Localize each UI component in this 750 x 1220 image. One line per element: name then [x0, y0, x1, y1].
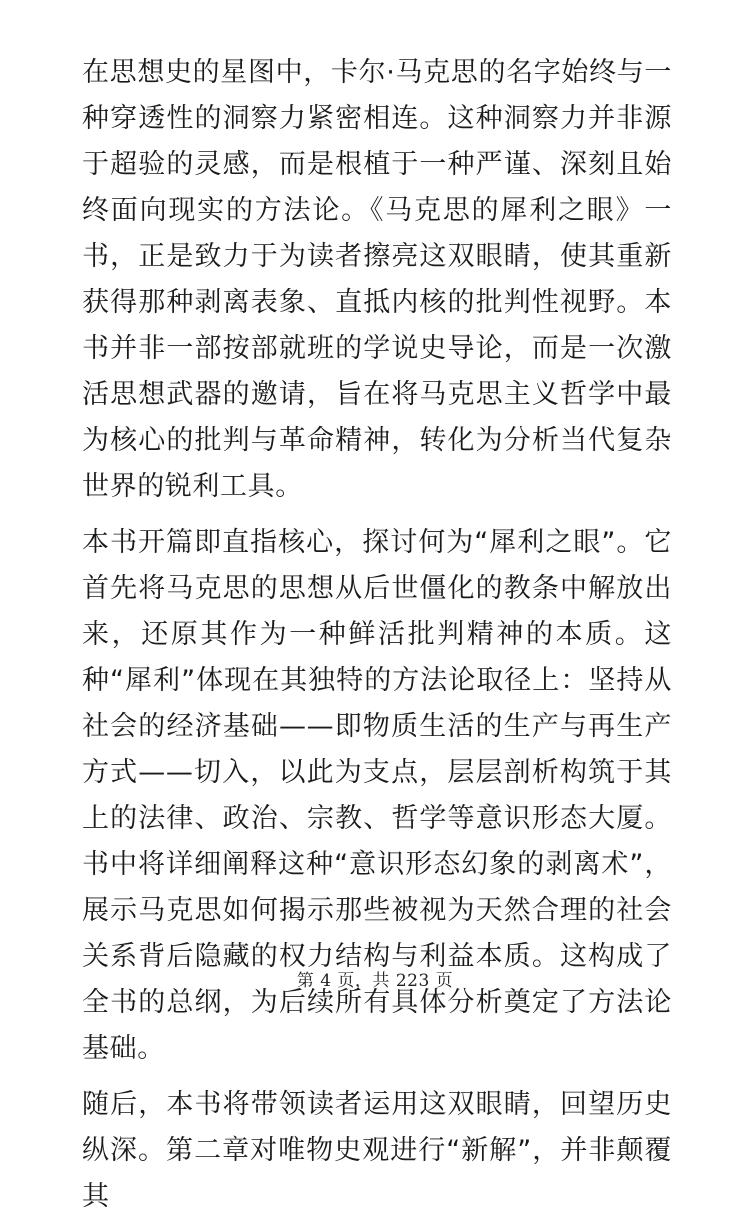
paragraph-1: 在思想史的星图中，卡尔·马克思的名字始终与一种穿透性的洞察力紧密相连。这种洞察力并非源于超验的灵感，而是根植于一种严谨、深刻且始终面向现实的方法论。《马克思的犀利之眼》一书，正是致力于为读者擦亮这双眼睛，使其重新获得那种剥离表象、直抵内核的批判性视野。本书并非一部按部就班的学说史导论，而是一次激活思想武器的邀请，旨在将马克思主义哲学中最为核心的批判与革命精神，转化为分析当代复杂世界的锐利工具。 — [82, 57, 672, 502]
page-body — [82, 50, 672, 1220]
paragraph-2: 本书开篇即直指核心，探讨何为“犀利之眼”。它首先将马克思的思想从后世僵化的教条中解放出来，还原其作为一种鲜活批判精神的本质。这种“犀利”体现在其独特的方法论取径上：坚持从社会的经济基础——即物质生活的生产与再生产方式——切入，以此为支点，层层剖析构筑于其上的法律、政治、宗教、哲学等意识形态大厦。书中将详细阐释这种“意识形态幻象的剥离术”，展示马克思如何揭示那些被视为天然合理的社会关系背后隐藏的权力结构与利益本质。这构成了全书的总纲，为后续所有具体分析奠定了方法论基础。 — [82, 527, 672, 1064]
paragraph-3: 随后，本书将带领读者运用这双眼睛，回望历史纵深。第二章对唯物史观进行“新解”，并非颠覆其 — [82, 1089, 672, 1212]
page-number-footer: 第 4 页，共 223 页 — [296, 971, 454, 991]
